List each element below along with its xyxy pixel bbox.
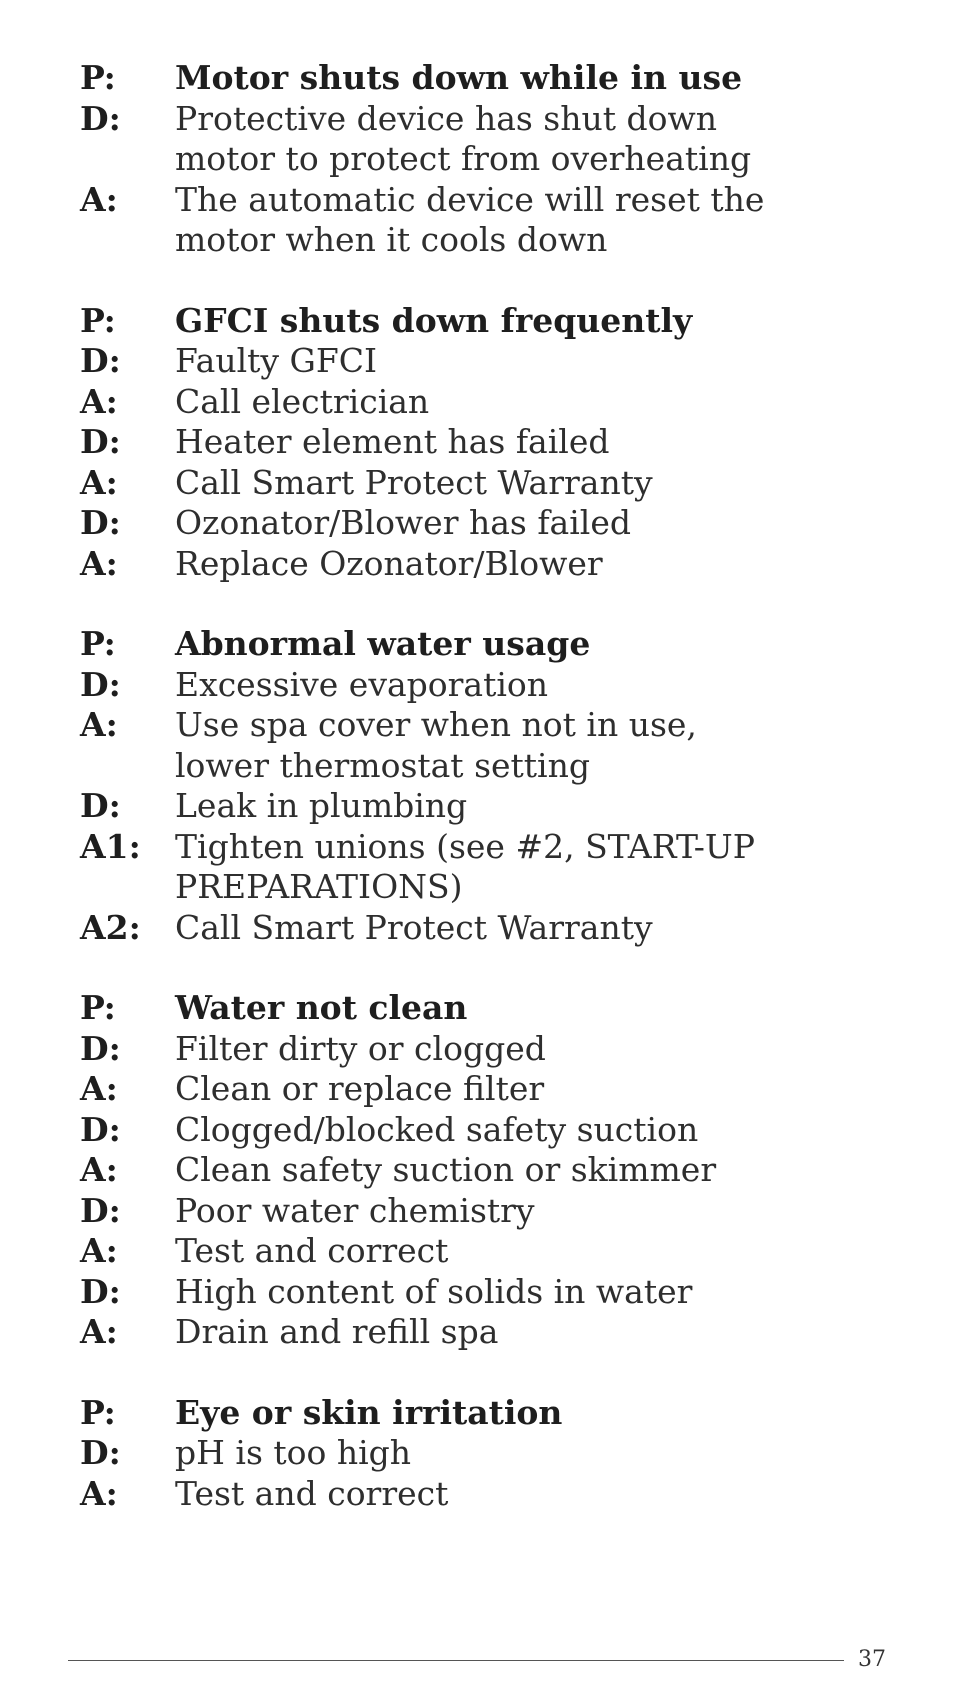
diagnosis-row bbox=[80, 665, 900, 706]
row-code: A2: bbox=[80, 907, 141, 947]
row-text: Eye or skin irritation bbox=[175, 1392, 563, 1432]
troubleshooting-section bbox=[80, 58, 900, 261]
row-code: P: bbox=[80, 58, 116, 97]
diagnosis-row bbox=[80, 1433, 900, 1474]
row-code: D: bbox=[80, 98, 121, 138]
diagnosis-row bbox=[80, 99, 900, 180]
row-code: P: bbox=[80, 624, 116, 663]
row-code: D: bbox=[80, 1190, 121, 1230]
action-row bbox=[80, 180, 900, 261]
row-code: D: bbox=[80, 1109, 121, 1149]
problem-row bbox=[80, 1393, 900, 1434]
row-text: Tighten unions (see #2, START-UP PREPARATIONS) bbox=[175, 826, 755, 906]
row-code: A: bbox=[80, 1473, 118, 1513]
diagnosis-row bbox=[80, 1272, 900, 1313]
troubleshooting-section bbox=[80, 624, 900, 948]
row-code: D: bbox=[80, 664, 121, 704]
row-text: Clean safety suction or skimmer bbox=[175, 1150, 717, 1189]
row-text: High content of solids in water bbox=[175, 1271, 693, 1311]
diagnosis-row bbox=[80, 503, 900, 544]
row-text: Test and correct bbox=[175, 1473, 449, 1513]
action-row bbox=[80, 1474, 900, 1515]
action-row bbox=[80, 544, 900, 585]
row-code: A: bbox=[80, 543, 118, 583]
row-text: Protective device has shut down motor to protect from overheating bbox=[175, 98, 752, 178]
diagnosis-row bbox=[80, 1029, 900, 1070]
row-code: D: bbox=[80, 503, 121, 542]
row-text: The automatic device will reset the motor when it cools down bbox=[175, 179, 765, 259]
row-code: A: bbox=[80, 705, 118, 744]
action-row bbox=[80, 1150, 900, 1191]
footer-divider bbox=[68, 1660, 844, 1661]
row-code: D: bbox=[80, 1271, 121, 1311]
row-code: A: bbox=[80, 462, 118, 502]
row-text: Replace Ozonator/Blower bbox=[175, 543, 603, 583]
row-text: Motor shuts down while in use bbox=[175, 58, 743, 97]
problem-row bbox=[80, 988, 900, 1029]
row-text: Poor water chemistry bbox=[175, 1190, 535, 1230]
problem-row bbox=[80, 624, 900, 665]
row-code: A: bbox=[80, 1069, 118, 1108]
row-text: Call Smart Protect Warranty bbox=[175, 907, 653, 947]
row-text: Ozonator/Blower has failed bbox=[175, 503, 631, 542]
row-text: Call electrician bbox=[175, 381, 430, 421]
row-code: P: bbox=[80, 300, 116, 340]
row-text: Filter dirty or clogged bbox=[175, 1028, 546, 1068]
row-code: D: bbox=[80, 786, 121, 825]
page-number: 37 bbox=[858, 1647, 886, 1672]
row-code: A1: bbox=[80, 826, 141, 866]
row-text: Drain and refill spa bbox=[175, 1312, 499, 1351]
row-text: Heater element has failed bbox=[175, 422, 610, 461]
row-code: A: bbox=[80, 1150, 118, 1189]
row-text: Faulty GFCI bbox=[175, 341, 378, 380]
diagnosis-row bbox=[80, 422, 900, 463]
problem-row bbox=[80, 301, 900, 342]
row-text: Excessive evaporation bbox=[175, 664, 549, 704]
diagnosis-row bbox=[80, 786, 900, 827]
row-text: Use spa cover when not in use, lower thermostat setting bbox=[175, 705, 697, 785]
problem-row bbox=[80, 58, 900, 99]
row-text: pH is too high bbox=[175, 1433, 412, 1472]
row-text: Leak in plumbing bbox=[175, 786, 468, 825]
action-row bbox=[80, 908, 900, 949]
row-text: Abnormal water usage bbox=[175, 624, 591, 663]
row-code: A: bbox=[80, 381, 118, 421]
diagnosis-row bbox=[80, 341, 900, 382]
action-row bbox=[80, 1231, 900, 1272]
troubleshooting-section bbox=[80, 1393, 900, 1515]
row-text: Water not clean bbox=[175, 988, 468, 1027]
row-code: D: bbox=[80, 1028, 121, 1068]
row-code: P: bbox=[80, 988, 116, 1027]
action-row bbox=[80, 1312, 900, 1353]
row-text: Clogged/blocked safety suction bbox=[175, 1109, 699, 1149]
row-code: P: bbox=[80, 1392, 116, 1432]
troubleshooting-section bbox=[80, 988, 900, 1353]
row-code: A: bbox=[80, 1231, 118, 1270]
row-code: A: bbox=[80, 179, 118, 219]
row-code: D: bbox=[80, 422, 121, 461]
row-text: Clean or replace filter bbox=[175, 1069, 545, 1108]
row-code: D: bbox=[80, 341, 121, 380]
action-row bbox=[80, 382, 900, 423]
diagnosis-row bbox=[80, 1110, 900, 1151]
row-text: Test and correct bbox=[175, 1231, 449, 1270]
row-code: A: bbox=[80, 1312, 118, 1351]
action-row bbox=[80, 463, 900, 504]
row-text: GFCI shuts down frequently bbox=[175, 300, 693, 340]
action-row bbox=[80, 705, 900, 786]
diagnosis-row bbox=[80, 1191, 900, 1232]
troubleshooting-section bbox=[80, 301, 900, 585]
row-code: D: bbox=[80, 1433, 121, 1472]
row-text: Call Smart Protect Warranty bbox=[175, 462, 653, 502]
action-row bbox=[80, 827, 900, 908]
action-row bbox=[80, 1069, 900, 1110]
troubleshooting-list bbox=[80, 58, 900, 1554]
